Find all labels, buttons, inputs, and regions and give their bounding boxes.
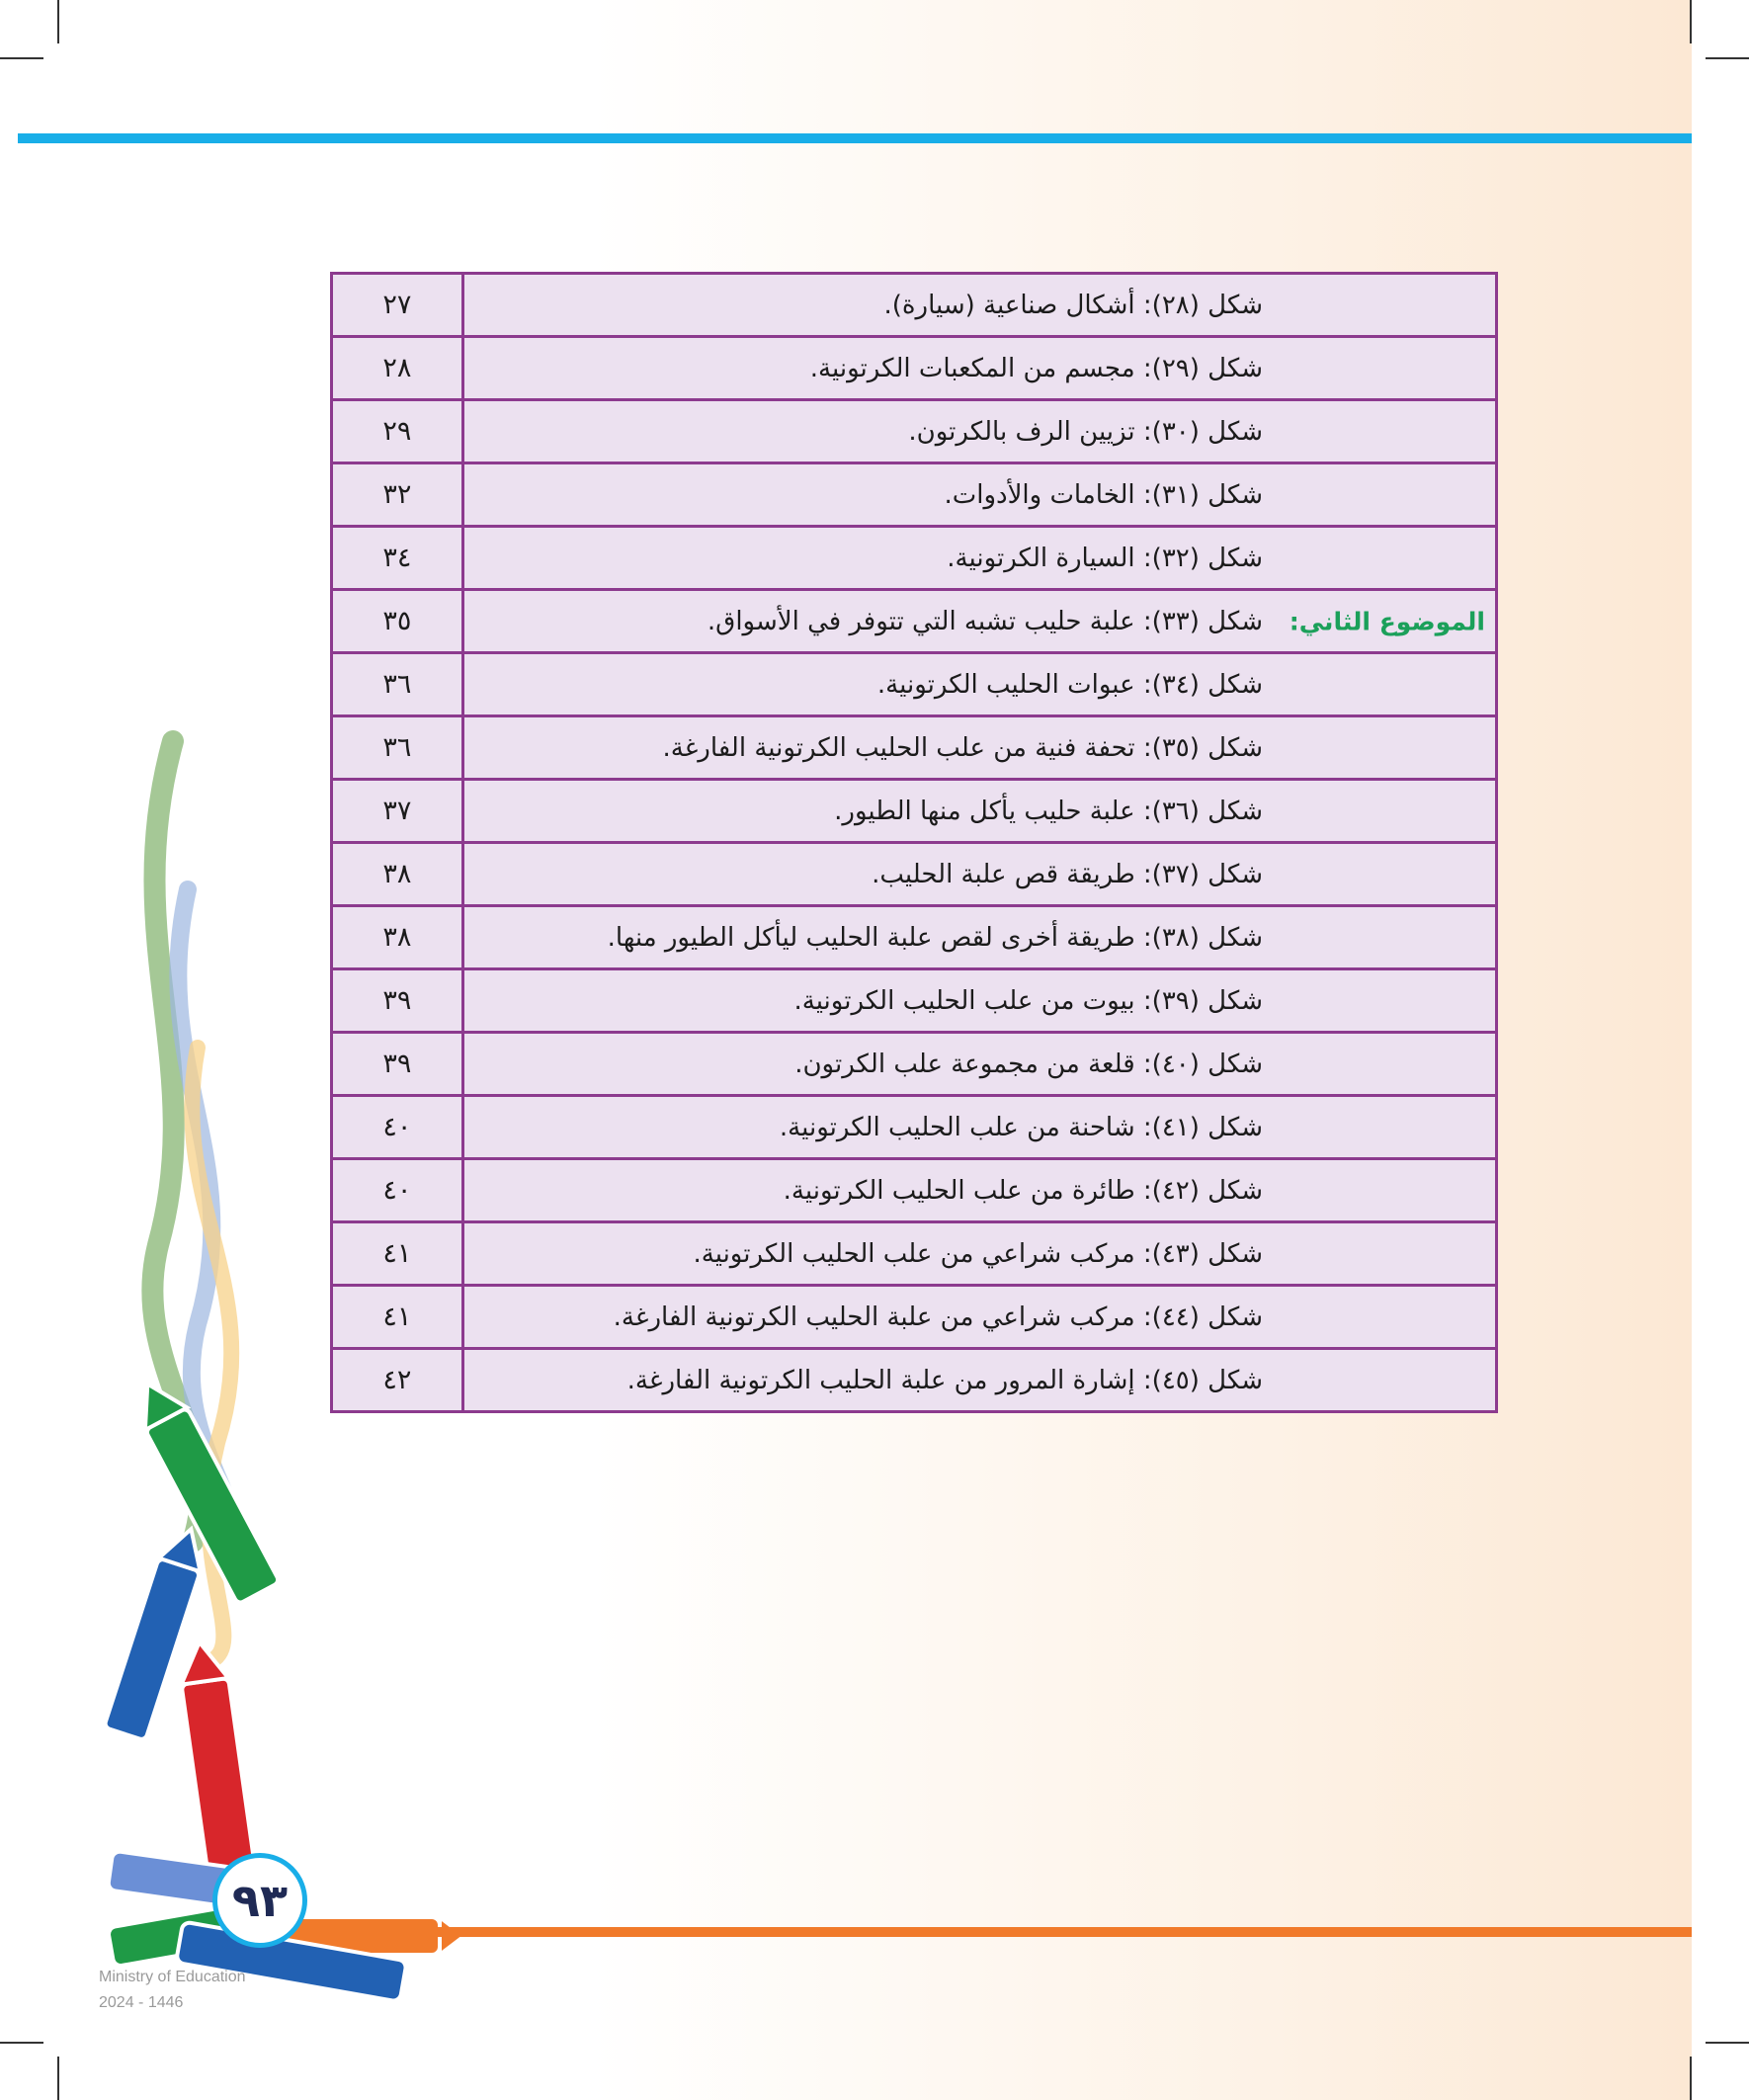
page-number-cell: ٣٨ bbox=[332, 843, 463, 906]
figure-description-cell bbox=[462, 780, 1496, 843]
table-row bbox=[332, 1096, 1497, 1159]
page-number-cell: ٤٢ bbox=[332, 1349, 463, 1412]
section-label: الموضوع الثاني: bbox=[1289, 607, 1485, 635]
figure-description-cell bbox=[462, 843, 1496, 906]
table-row bbox=[332, 337, 1497, 400]
page-number-cell: ٤٠ bbox=[332, 1159, 463, 1222]
table-row bbox=[332, 1286, 1497, 1349]
crop-mark bbox=[57, 0, 59, 43]
crayons-illustration bbox=[0, 692, 474, 2016]
page-number-cell: ٤٠ bbox=[332, 1096, 463, 1159]
table-row bbox=[332, 527, 1497, 590]
page-number-cell: ٣٩ bbox=[332, 1033, 463, 1096]
figure-description: شكل (٣٨): طريقة أخرى لقص علبة الحليب ليأكل الطيور منها. bbox=[607, 922, 1263, 953]
figure-description-cell bbox=[462, 1349, 1496, 1412]
figure-description: شكل (٣٣): علبة حليب تشبه التي تتوفر في الأسواق. bbox=[707, 606, 1263, 636]
figure-description-cell bbox=[462, 400, 1496, 463]
figure-description-cell bbox=[462, 1222, 1496, 1286]
figure-description-cell bbox=[462, 969, 1496, 1033]
figures-table bbox=[330, 272, 1498, 1413]
figure-description-cell bbox=[462, 906, 1496, 969]
page-number-cell: ٣٢ bbox=[332, 463, 463, 527]
crop-mark bbox=[1690, 0, 1692, 43]
table-row bbox=[332, 1349, 1497, 1412]
table-row bbox=[332, 274, 1497, 337]
figure-description-cell bbox=[462, 590, 1496, 653]
figure-description: شكل (٣١): الخامات والأدوات. bbox=[944, 479, 1263, 510]
page-number-cell: ٣٩ bbox=[332, 969, 463, 1033]
page-number-cell: ٣٤ bbox=[332, 527, 463, 590]
page-number-cell: ٣٨ bbox=[332, 906, 463, 969]
page-number-cell: ٤١ bbox=[332, 1286, 463, 1349]
table-row bbox=[332, 716, 1497, 780]
table-row bbox=[332, 1159, 1497, 1222]
figure-description-cell bbox=[462, 1286, 1496, 1349]
page-number-cell: ٤١ bbox=[332, 1222, 463, 1286]
table-row bbox=[332, 843, 1497, 906]
figure-description-cell bbox=[462, 527, 1496, 590]
figure-description: شكل (٣٧): طريقة قص علبة الحليب. bbox=[872, 859, 1263, 889]
figure-description-cell bbox=[462, 463, 1496, 527]
figure-description: شكل (٣٩): بيوت من علب الحليب الكرتونية. bbox=[793, 985, 1263, 1016]
ministry-watermark: Ministry of Education bbox=[99, 1969, 246, 1985]
page-number-cell: ٣٥ bbox=[332, 590, 463, 653]
figure-description: شكل (٤٥): إشارة المرور من علبة الحليب الكرتونية الفارغة. bbox=[626, 1365, 1263, 1395]
figure-description-cell bbox=[462, 337, 1496, 400]
crop-mark bbox=[1706, 57, 1749, 59]
page-number-cell: ٣٦ bbox=[332, 653, 463, 716]
crop-mark bbox=[1690, 2057, 1692, 2100]
figure-description-cell bbox=[462, 716, 1496, 780]
figure-description: شكل (٣٠): تزيين الرف بالكرتون. bbox=[908, 416, 1263, 447]
table-row bbox=[332, 969, 1497, 1033]
table-row bbox=[332, 463, 1497, 527]
page-number-cell: ٣٧ bbox=[332, 780, 463, 843]
figure-description-cell bbox=[462, 1096, 1496, 1159]
crop-mark bbox=[57, 2057, 59, 2100]
page-number: ٩٣ bbox=[212, 1853, 307, 1948]
table-row bbox=[332, 1033, 1497, 1096]
top-rule bbox=[18, 133, 1692, 143]
figure-description-cell bbox=[462, 653, 1496, 716]
figure-description: شكل (٣٦): علبة حليب يأكل منها الطيور. bbox=[834, 796, 1263, 826]
crop-mark bbox=[0, 2042, 43, 2044]
page-number-cell: ٣٦ bbox=[332, 716, 463, 780]
figure-description: شكل (٤٣): مركب شراعي من علب الحليب الكرتونية. bbox=[693, 1238, 1263, 1269]
table-row bbox=[332, 1222, 1497, 1286]
figure-description: شكل (٢٨): أشكال صناعية (سيارة). bbox=[883, 290, 1263, 320]
figure-description-cell bbox=[462, 274, 1496, 337]
figure-description: شكل (٤٢): طائرة من علب الحليب الكرتونية. bbox=[783, 1175, 1263, 1206]
figure-description: شكل (٣٢): السيارة الكرتونية. bbox=[947, 543, 1263, 573]
crop-mark bbox=[0, 57, 43, 59]
table-row bbox=[332, 780, 1497, 843]
crop-mark bbox=[1706, 2042, 1749, 2044]
figure-description: شكل (٤٠): قلعة من مجموعة علب الكرتون. bbox=[794, 1049, 1263, 1079]
figure-description-cell bbox=[462, 1159, 1496, 1222]
page-number-cell: ٢٩ bbox=[332, 400, 463, 463]
page-number-cell: ٢٨ bbox=[332, 337, 463, 400]
figure-description: شكل (٣٥): تحفة فنية من علب الحليب الكرتونية الفارغة. bbox=[662, 732, 1263, 763]
table-row bbox=[332, 590, 1497, 653]
bottom-rule bbox=[435, 1927, 1692, 1937]
figure-description: شكل (٤١): شاحنة من علب الحليب الكرتونية. bbox=[779, 1112, 1263, 1142]
red-crayon bbox=[176, 1638, 257, 1890]
table-row bbox=[332, 400, 1497, 463]
figure-description: شكل (٢٩): مجسم من المكعبات الكرتونية. bbox=[809, 353, 1263, 383]
figure-description: شكل (٤٤): مركب شراعي من علبة الحليب الكرتونية الفارغة. bbox=[613, 1302, 1263, 1332]
table-row bbox=[332, 906, 1497, 969]
figure-description: شكل (٣٤): عبوات الحليب الكرتونية. bbox=[876, 669, 1263, 700]
table-row bbox=[332, 653, 1497, 716]
figure-description-cell bbox=[462, 1033, 1496, 1096]
page-number-cell: ٢٧ bbox=[332, 274, 463, 337]
year-watermark: 2024 - 1446 bbox=[99, 1994, 184, 2011]
